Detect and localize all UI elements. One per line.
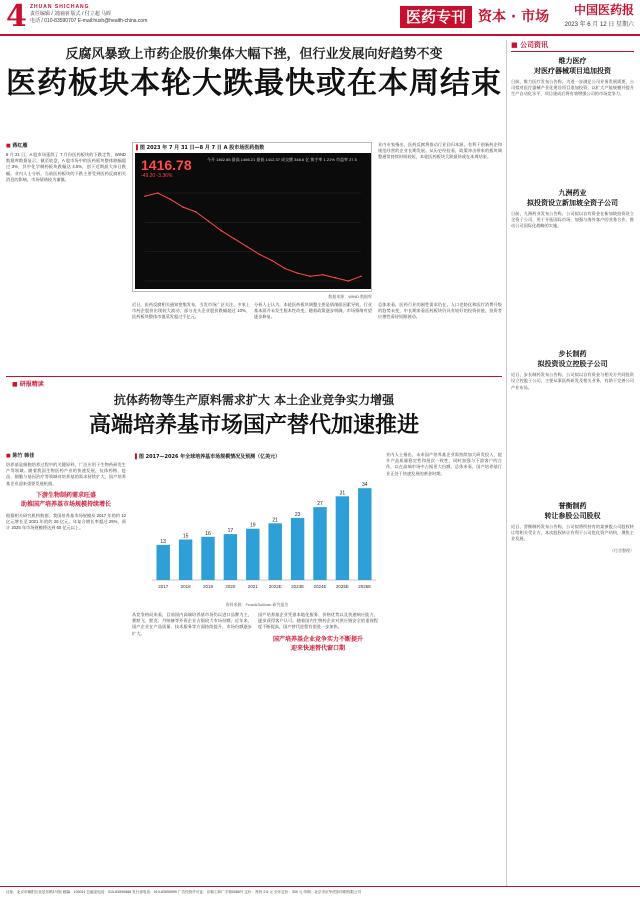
company-news-sidebar bbox=[506, 40, 634, 886]
bar bbox=[291, 518, 304, 580]
research-column-1 bbox=[6, 452, 126, 531]
category-label: 2023E bbox=[291, 584, 305, 589]
category-label: 2019 bbox=[202, 584, 214, 589]
data-point bbox=[208, 220, 210, 222]
news-title: 维力医疗 对医疗器械项目追加投资 bbox=[534, 57, 611, 75]
news-title: 誉衡制药 转让参股公司股权 bbox=[544, 501, 601, 520]
stock-change: -49.20 -3.36% bbox=[141, 173, 173, 179]
page-meta bbox=[30, 4, 150, 25]
bar bbox=[156, 545, 169, 580]
bar bbox=[246, 529, 259, 580]
index-line-chart bbox=[135, 153, 371, 289]
research-column-3 bbox=[258, 612, 378, 657]
masthead bbox=[0, 0, 640, 36]
bar bbox=[201, 537, 214, 580]
category-label: 2021 bbox=[247, 584, 258, 589]
research-tag: ■ 研报精读 bbox=[12, 380, 44, 390]
page-footer: 社址：北京市朝阳区北辰东路1号院 邮编：100011 总编室电话：010-83590888 发行部电话：010-83590999 广告经营许可证：京朝工商广字第0385号 定价：每份 2.6 元 全年定价：300 元 印刷：北京市京华虎彩印刷有限公司 bbox=[0, 886, 640, 903]
bar bbox=[224, 534, 237, 580]
section-banner: 医药专刊 bbox=[400, 6, 472, 28]
lead-headline: 医药板块本轮大跌最快或在本周结束 bbox=[6, 66, 502, 101]
category-label: 2026E bbox=[358, 584, 372, 589]
news-item bbox=[511, 349, 634, 391]
news-item bbox=[511, 501, 634, 543]
lead-text-4: 业内专家指出，医药反腐将推动行业回归本源，有利于创新药企和规范经营的企业长期发展。从历史经验看，政策冲击带来的板块调整通常持续时间较短，本轮医药板块大跌最快或在本周结束。 bbox=[378, 142, 502, 160]
series-line bbox=[145, 193, 361, 281]
bar bbox=[313, 507, 326, 580]
data-point bbox=[170, 198, 172, 200]
data-point bbox=[347, 280, 349, 282]
news-text: 日前，维力医疗发布公告称，为进一步满足公司业务发展需要，公司拟对医疗器械产业化建设项目追加投资，以扩大产能规模并提升生产自动化水平，项目建成后将有效增强公司的市场竞争力。 bbox=[511, 79, 634, 97]
news-text: 日前，九洲药业发布公告称，公司拟以自有资金在新加坡投资设立全资子公司，用于开拓国际市场，加强与海外客户的业务合作，推动公司国际化战略的实施。 bbox=[511, 210, 634, 229]
lead-text-5: 总体来看，医药行业的刚性需求仍在，人口老龄化和医疗消费升级的趋势未变，中长期来看医药板块仍具有较好的投资价值，投资者应理性看待短期波动。 bbox=[378, 302, 502, 320]
research-text-3: 国产培养基企业凭借本地化服务、价格优势以及快速响应能力，逐步获得客户认可。随着国内生物药企业对供应链安全的重视程度不断提高，国产替代进程有望进一步加快。 bbox=[258, 612, 378, 630]
section-divider bbox=[6, 376, 502, 377]
research-text-4: 业内人士指出，未来国产培养基企业需持续加大研发投入，提升产品质量稳定性和批次一致性，同时加强与下游客户的合作，以在高端市场中占据更大份额。总体来看，国产培养基行业正处于快速发展的黄金时期。 bbox=[386, 452, 502, 476]
bar-value-label: 21 bbox=[272, 517, 278, 524]
bar bbox=[268, 523, 281, 580]
category-label: 2020 bbox=[225, 584, 236, 589]
data-point bbox=[284, 268, 286, 270]
news-title: 步长制药 拟投资设立控股子公司 bbox=[537, 350, 608, 369]
main-content bbox=[6, 40, 502, 652]
lead-article bbox=[6, 142, 502, 367]
bar-value-label: 13 bbox=[160, 538, 166, 545]
market-bar-chart bbox=[132, 462, 382, 600]
market-chart-source: 资料来源：Frost&Sullivan 研究报告 bbox=[225, 602, 289, 607]
lead-column-1 bbox=[6, 142, 126, 183]
research-kicker: 抗体药物等生产原料需求扩大 本土企业竞争实力增强 bbox=[113, 393, 395, 407]
data-point bbox=[322, 274, 324, 276]
bar bbox=[179, 540, 192, 581]
news-text: 近日，誉衡制药发布公告称，公司拟将所持有的某参股公司股权转让给相关受让方，本次股权转让有利于公司优化资产结构，聚焦主业发展。 bbox=[511, 523, 634, 542]
market-chart-panel bbox=[132, 452, 382, 602]
data-point bbox=[182, 206, 184, 208]
lead-text-2: 近日，医药反腐相关通知密集发布，引发市场广泛关注。多家上市药企股价出现较大波动，部分龙头企业股价跌幅超过 10%，医药板块整体市值蒸发超过千亿元。 bbox=[132, 302, 250, 320]
data-point bbox=[195, 211, 197, 213]
index-chart-title: ▌ 图 2023 年 7 月 31 日—8 月 7 日 A 股市场医药指数 bbox=[133, 143, 371, 153]
section-title: 资本 · 市场 bbox=[478, 9, 550, 25]
data-point bbox=[246, 246, 248, 248]
bar bbox=[336, 496, 349, 580]
category-label: 2024E bbox=[313, 584, 327, 589]
research-text-2: 从竞争格局来看，目前国内高端培养基市场仍以进口品牌为主，赛默飞、默克、丹纳赫等外资企业占据较大市场份额。近年来，国产企业在产品质量、技术服务等方面持续提升，市场份额逐步扩大。 bbox=[132, 612, 252, 636]
data-point bbox=[144, 195, 146, 197]
issue-date: 2023 年 6 月 12 日 星期六 bbox=[564, 22, 634, 28]
editor-line: 责任编辑 / 刘丽丽 版式 / 付立超 马晖 bbox=[30, 11, 112, 17]
data-point bbox=[360, 275, 362, 277]
bar-value-label: 17 bbox=[227, 528, 234, 535]
research-subhead-2: 国产培养基企业竞争实力不断提升 迎来快速替代窗口期 bbox=[272, 635, 363, 652]
contact-line: 电话 / 010-83590707 E-mail:hush@health-china.com bbox=[30, 18, 148, 24]
category-label: 2018 bbox=[180, 584, 191, 589]
stock-stats: 今开 1462.85 最高 1466.21 最低 1412.37 成交额 348.6 亿 换手率 1.21% 市盈率 27.5 bbox=[207, 157, 357, 162]
research-article bbox=[6, 452, 502, 882]
bar-value-label: 19 bbox=[250, 522, 256, 529]
page-pinyin: ZHUAN SHICHANG bbox=[30, 4, 90, 10]
bar-value-label: 27 bbox=[317, 501, 323, 508]
news-text: 近日，步长制药发布公告称，公司拟以自有资金与相关方共同投资设立控股子公司，主要从事医药研发及相关业务，有助于完善公司产业布局。 bbox=[511, 372, 634, 390]
research-headline: 高端培养基市场国产替代加速推进 bbox=[88, 412, 419, 438]
sidebar-credit: （付舍整理） bbox=[610, 548, 634, 554]
bar-value-label: 15 bbox=[182, 533, 189, 540]
index-chart-source: 数据来源：WIND 数据库 bbox=[328, 294, 372, 299]
category-label: 2025E bbox=[335, 584, 349, 589]
data-point bbox=[271, 260, 273, 262]
data-point bbox=[309, 275, 311, 277]
data-point bbox=[297, 272, 299, 274]
bar-value-label: 16 bbox=[205, 530, 211, 537]
research-text-1: 培养基是细胞培养过程中的关键原料，广泛应用于生物药研发生产等领域。随着我国生物医药产业的快速发展，抗体药物、疫苗、细胞与基因治疗等领域对培养基的需求持续扩大，国产培养基企业迎来重要发展机遇。 bbox=[6, 462, 126, 486]
news-item bbox=[511, 56, 634, 98]
paper-logo: 中国医药报 bbox=[573, 3, 634, 17]
data-point bbox=[157, 192, 159, 194]
lead-byline: ■ 蒋红雁 bbox=[6, 142, 126, 150]
category-label: 2022E bbox=[268, 584, 282, 589]
bar-value-label: 34 bbox=[362, 482, 368, 489]
category-label: 2017 bbox=[158, 584, 169, 589]
stock-screen bbox=[135, 153, 371, 289]
bar-value-label: 31 bbox=[339, 490, 346, 497]
bar-value-label: 23 bbox=[294, 511, 301, 518]
bar bbox=[358, 488, 371, 580]
research-subhead-1: 下游生物制药需求旺盛 助推国产培养基市场规模持续增长 bbox=[20, 491, 111, 508]
sidebar-tag: ■ 公司资讯 bbox=[511, 40, 634, 52]
stock-price: 1416.78 bbox=[141, 157, 192, 173]
market-chart-title: ▌ 图 2017—2026 年全球培养基市场规模情况及预测（亿美元） bbox=[132, 452, 382, 462]
news-item bbox=[511, 188, 634, 230]
data-point bbox=[220, 230, 222, 232]
lead-text-1: 8 月 21 日，A 股市场延续了 7 月份医药板块的下跌走势，WIND 数据库数据显示，截至收盘，A 股市场中的医药板块整体跌幅超过 3%，其中化学制药板块跌幅达 4.5%，创下近期最大单日跌幅。业内人士分析，当前医药板块的下跌主要受到医药反腐相关消息的影响，市场情绪较为谨慎。 bbox=[6, 152, 126, 182]
research-text-1b: 根据相关研究机构数据，我国培养基市场规模从 2017 年的约 10 亿元增长至 2021 年的约 26 亿元，年复合增长率超过 25%，预计 2025 年市场规模将达到 60 亿元以上。 bbox=[6, 512, 126, 531]
data-point bbox=[335, 277, 337, 279]
lead-text-3: 分析人士认为，本轮医药板块调整主要是情绪面因素导致，行业基本面并未发生根本性改变，随着政策逐步明确，市场情绪有望逐步修复。 bbox=[254, 302, 372, 320]
index-chart-panel bbox=[132, 142, 372, 292]
data-point bbox=[233, 238, 235, 240]
data-point bbox=[259, 253, 261, 255]
news-title: 九洲药业 拟投资设立新加坡全资子公司 bbox=[527, 188, 618, 207]
research-byline: ■ 陈竹 韩佳 bbox=[6, 452, 126, 460]
lead-kicker: 反腐风暴致上市药企股价集体大幅下挫，但行业发展向好趋势不变 bbox=[65, 47, 443, 62]
page-number: 4 bbox=[6, 0, 27, 34]
